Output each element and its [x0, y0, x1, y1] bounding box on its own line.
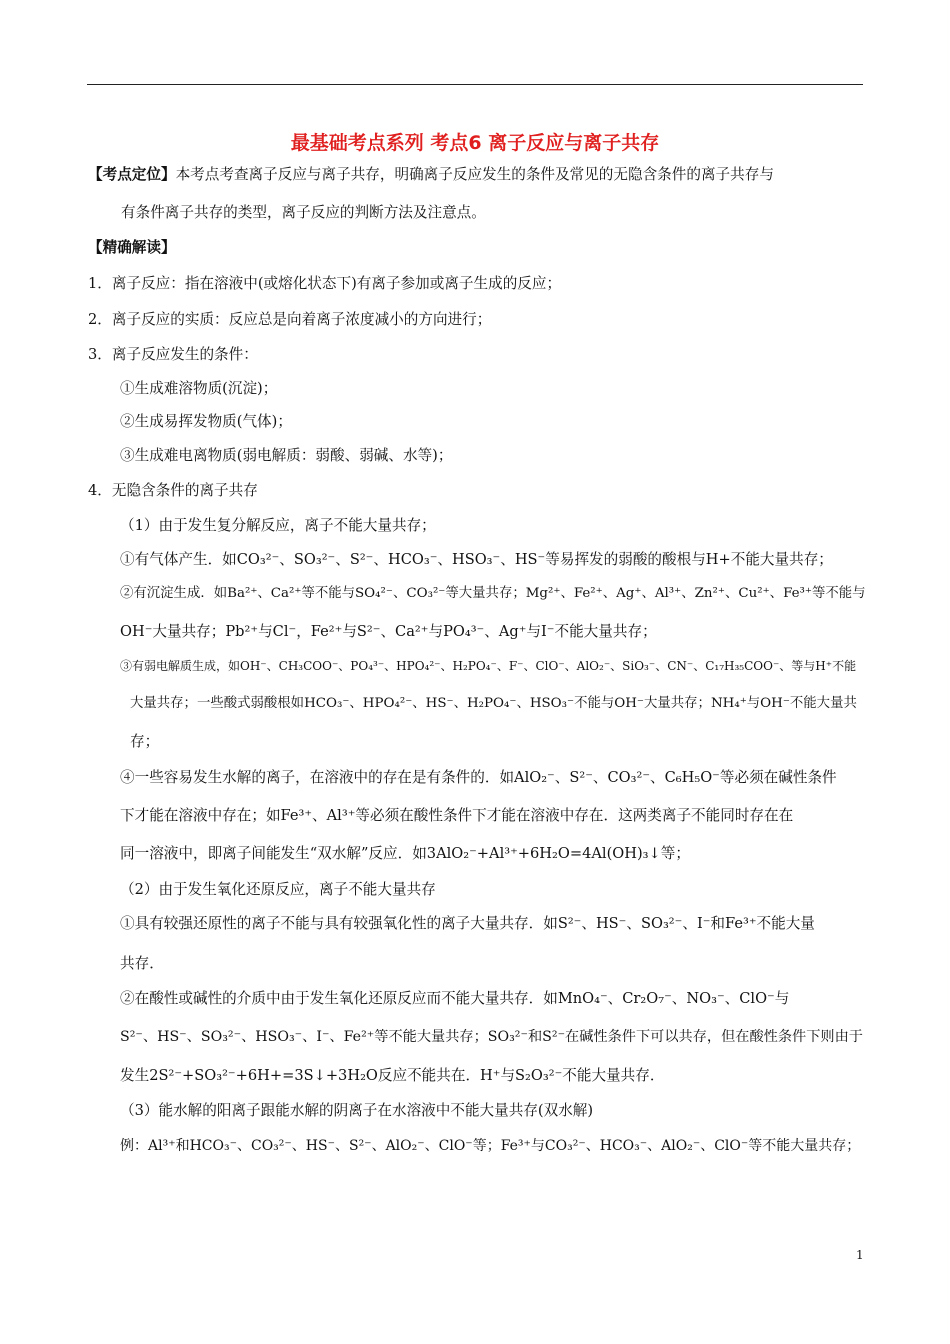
section-heading: 【精确解读】: [88, 239, 176, 256]
point-3-item-3: ③生成难电离物质(弱电解质：弱酸、弱碱、水等)；: [120, 447, 453, 464]
sub-2-heading: （2）由于发生氧化还原反应，离子不能大量共存: [120, 881, 436, 898]
sub-2-item-1-line-2: 共存．: [120, 955, 164, 972]
point-3-item-2: ②生成易挥发物质(气体)；: [120, 413, 292, 430]
point-3-item-1: ①生成难溶物质(沉淀)；: [120, 380, 278, 397]
intro-line-1: [88, 165, 774, 185]
point-4: 4．无隐含条件的离子共存: [88, 482, 258, 499]
sub-2-item-1-line-1: ①具有较强还原性的离子不能与具有较强氧化性的离子大量共存．如S²⁻、HS⁻、SO₃²⁻、I⁻和Fe³⁺不能大量: [120, 915, 815, 932]
sub-2-item-2-line-2: S²⁻、HS⁻、SO₃²⁻、HSO₃⁻、I⁻、Fe²⁺等不能大量共存；SO₃²⁻和S²⁻在碱性条件下可以共存，但在酸性条件下则由于: [120, 1029, 863, 1045]
header-rule: [87, 84, 863, 85]
intro-text-1: 本考点考查离子反应与离子共存，明确离子反应发生的条件及常见的无隐含条件的离子共存与: [175, 166, 774, 183]
intro-line-2: 有条件离子共存的类型，离子反应的判断方法及注意点。: [121, 204, 486, 221]
page-title: 最基础考点系列 考点6 离子反应与离子共存: [290, 132, 660, 154]
sub-1-item-4-line-2: 下才能在溶液中存在；如Fe³⁺、Al³⁺等必须在酸性条件下才能在溶液中存在．这两类离子不能同时存在在: [120, 807, 794, 824]
sub-1-item-2-line-2: OH⁻大量共存；Pb²⁺与Cl⁻，Fe²⁺与S²⁻、Ca²⁺与PO₄³⁻、Ag⁺与I⁻不能大量共存；: [120, 623, 657, 640]
sub-1-item-3-line-3: 存；: [130, 733, 160, 750]
sub-1-item-4-line-1: ④一些容易发生水解的离子，在溶液中的存在是有条件的．如AlO₂⁻、S²⁻、CO₃²⁻、C₆H₅O⁻等必须在碱性条件: [120, 769, 837, 786]
sub-2-item-2-line-3: 发生2S²⁻+SO₃²⁻+6H+=3S↓+3H₂O反应不能共在．H⁺与S₂O₃²⁻不能大量共存．: [120, 1067, 665, 1084]
page-number: 1: [856, 1248, 864, 1262]
point-2: 2．离子反应的实质：反应总是向着离子浓度减小的方向进行；: [88, 311, 492, 328]
sub-1-heading: （1）由于发生复分解反应，离子不能大量共存；: [120, 517, 436, 534]
sub-1-item-3-line-1: ③有弱电解质生成，如OH⁻、CH₃COO⁻、PO₄³⁻、HPO₄²⁻、H₂PO₄⁻、F⁻、ClO⁻、AlO₂⁻、SiO₃⁻、CN⁻、C₁₇H₃₅COO⁻、等与H⁺不能: [120, 659, 857, 673]
point-3: 3．离子反应发生的条件：: [88, 346, 258, 363]
sub-1-item-1: ①有气体产生．如CO₃²⁻、SO₃²⁻、S²⁻、HCO₃⁻、HSO₃⁻、HS⁻等易挥发的弱酸的酸根与H+不能大量共存；: [120, 551, 833, 568]
sub-3-example: 例：Al³⁺和HCO₃⁻、CO₃²⁻、HS⁻、S²⁻、AlO₂⁻、ClO⁻等；Fe³⁺与CO₃²⁻、HCO₃⁻、AlO₂⁻、ClO⁻等不能大量共存；: [120, 1138, 861, 1154]
sub-1-item-4-line-3: 同一溶液中，即离子间能发生“双水解”反应．如3AlO₂⁻+Al³⁺+6H₂O=4Al(OH)₃↓等；: [120, 845, 690, 862]
sub-2-item-2-line-1: ②在酸性或碱性的介质中由于发生氧化还原反应而不能大量共存．如MnO₄⁻、Cr₂O₇⁻、NO₃⁻、ClO⁻与: [120, 990, 790, 1007]
sub-3-heading: （3）能水解的阳离子跟能水解的阴离子在水溶液中不能大量共存(双水解): [120, 1102, 594, 1119]
intro-label: 【考点定位】: [88, 166, 176, 183]
sub-1-item-3-line-2: 大量共存；一些酸式弱酸根如HCO₃⁻、HPO₄²⁻、HS⁻、H₂PO₄⁻、HSO₃⁻不能与OH⁻大量共存；NH₄⁺与OH⁻不能大量共: [130, 696, 857, 711]
point-1: 1．离子反应：指在溶液中(或熔化状态下)有离子参加或离子生成的反应；: [88, 275, 562, 292]
sub-1-item-2-line-1: ②有沉淀生成．如Ba²⁺、Ca²⁺等不能与SO₄²⁻、CO₃²⁻等大量共存；Mg²⁺、Fe²⁺、Ag⁺、Al³⁺、Zn²⁺、Cu²⁺、Fe³⁺等不能与: [120, 586, 866, 601]
